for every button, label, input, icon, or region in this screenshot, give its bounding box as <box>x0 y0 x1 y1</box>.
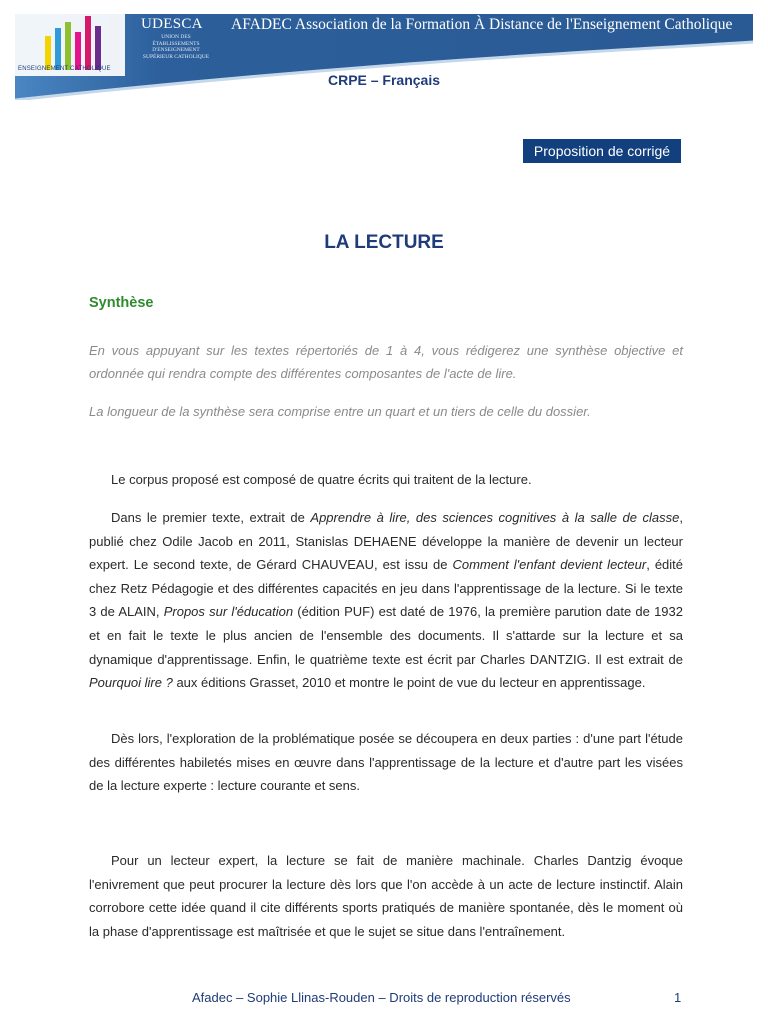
book-title: Pourquoi lire ? <box>89 675 173 691</box>
corrige-badge: Proposition de corrigé <box>523 139 681 163</box>
logo-caption: ENSEIGNEMENT CATHOLIQUE <box>18 66 111 72</box>
instruction-1: En vous appuyant sur les textes répertoriés de 1 à 4, vous rédigerez une synthèse objective et ordonnée qui rendra compte des différentes composantes de l'acte de lire. <box>89 343 683 381</box>
section-heading: Synthèse <box>89 295 154 311</box>
book-title: Propos sur l'éducation <box>163 604 294 620</box>
paragraph-2: Dans le premier texte, extrait de Apprendre à lire, des sciences cognitives à la salle de classe, publié chez Odile Jacob en 2011, Stanislas DEHAENE développe la manière de devenir un lecteur expert. Le second texte, de Gérard CHAUVEAU, est issu de Comment l'enfant devient lecteur, édité chez Retz Pédagogie et des différentes capacités en jeu dans l'apprentissage de la lecture. Si le texte 3 de ALAIN, Propos sur l'éducation (édition PUF) est daté de 1976, la première parution date de 1932 et en fait le texte le plus ancien de l'ensemble des documents. Il s'attarde sur la lecture et sa dynamique d'apprentissage. Enfin, le quatrième texte est écrit par Charles DANTZIG. Il est extrait de Pourquoi lire ? aux éditions Grasset, 2010 et montre le point de vue du lecteur en apprentissage. <box>89 510 684 691</box>
footer-text: Afadec – Sophie Llinas-Rouden – Droits de reproduction réservés <box>192 990 571 1005</box>
subject-title: CRPE – Français <box>327 72 441 88</box>
association-title: AFADEC Association de la Formation À Distance de l'Enseignement Catholique <box>231 16 733 33</box>
udesca-subtitle: UNION DES ÉTABLISSEMENTS D'ENSEIGNEMENT SUPÉRIEUR CATHOLIQUE <box>142 34 210 60</box>
page-title: LA LECTURE <box>324 232 444 253</box>
page-number: 1 <box>674 990 682 1005</box>
book-title: Comment l'enfant devient lecteur <box>452 557 647 573</box>
paragraph-3: Dès lors, l'exploration de la problématique posée se découpera en deux parties : d'une part l'étude des différentes habiletés mises en œuvre dans l'apprentissage de la lecture et d'autre part les visées de la lecture experte : lecture courante et sens. <box>89 731 683 794</box>
udesca-logo-text: UDESCA <box>141 16 203 32</box>
book-title: Apprendre à lire, des sciences cognitives à la salle de classe <box>310 510 680 525</box>
instruction-2: La longueur de la synthèse sera comprise entre un quart et un tiers de celle du dossier. <box>89 404 591 419</box>
paragraph-1: Le corpus proposé est composé de quatre écrits qui traitent de la lecture. <box>111 472 532 487</box>
paragraph-4: Pour un lecteur expert, la lecture se fait de manière machinale. Charles Dantzig évoque l'enivrement que peut procurer la lecture dès lors que l'on accède à un acte de lecture instinctif. Alain corrobore cette idée quand il cite différents sports pratiqués de manière spontanée, dès le moment où la phase d'apprentissage est maîtrisée et que le sujet se situe dans l'entraînement. <box>89 853 683 939</box>
